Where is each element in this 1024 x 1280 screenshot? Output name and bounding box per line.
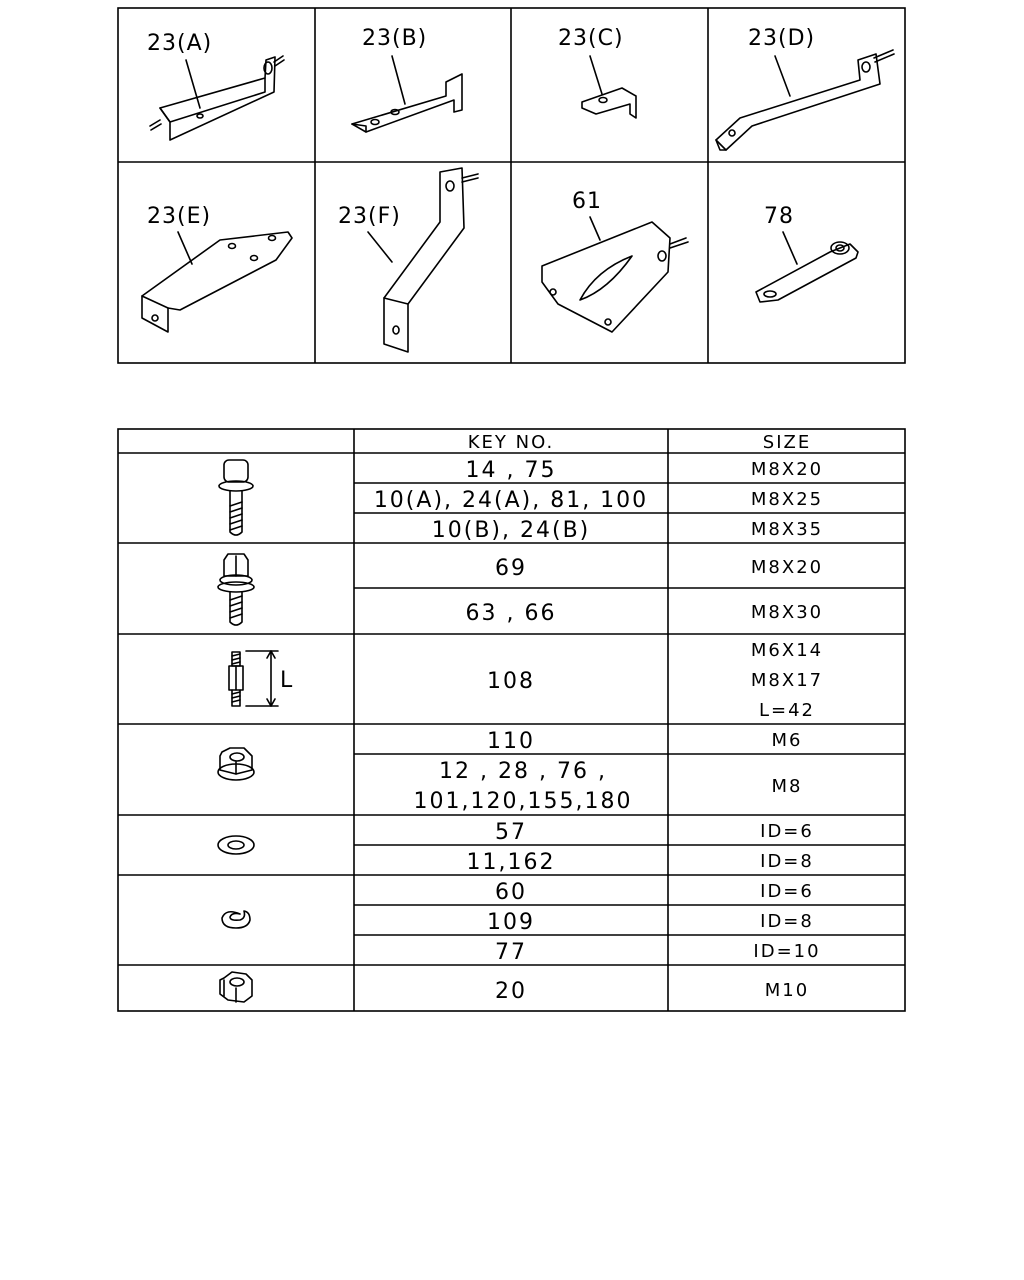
size-cell: ID=8 [760, 911, 814, 932]
size-cell: M6 [771, 730, 803, 751]
flange-bolt-icon [219, 460, 253, 535]
part-label: 61 [572, 189, 602, 214]
hex-nut-icon [220, 972, 252, 1002]
part-label: 23(C) [558, 26, 624, 51]
size-cell: ID=8 [760, 851, 814, 872]
key-cell: 10(A), 24(A), 81, 100 [373, 488, 649, 513]
size-cell: M8X25 [750, 489, 824, 510]
plain-washer-icon [218, 836, 254, 854]
key-cell: 11,162 [466, 850, 556, 875]
key-cell: 12 , 28 , 76 , [439, 759, 607, 784]
part-78 [756, 204, 858, 302]
parts-grid [118, 8, 905, 363]
key-cell: 108 [487, 669, 535, 694]
snap-ring-icon [222, 911, 250, 928]
part-label: 23(B) [362, 26, 428, 51]
key-cell: 101,120,155,180 [413, 789, 633, 814]
key-cell: 57 [495, 820, 527, 845]
key-cell: 110 [487, 729, 535, 754]
part-label: 23(E) [147, 204, 212, 229]
part-23e [142, 204, 292, 332]
part-23a [147, 31, 284, 140]
size-cell: M6X14 [750, 640, 824, 661]
size-cell: M8X30 [750, 602, 824, 623]
part-label: 23(D) [748, 26, 816, 51]
size-cell: ID=6 [760, 821, 814, 842]
part-23b [352, 26, 462, 132]
dimension-label: L [280, 668, 295, 693]
part-label: 23(F) [338, 204, 401, 229]
part-61 [542, 189, 688, 332]
key-cell: 69 [495, 556, 527, 581]
size-cell: ID=6 [760, 881, 814, 902]
size-cell: L=42 [758, 700, 816, 721]
part-label: 78 [764, 204, 794, 229]
size-cell: M8X20 [750, 557, 824, 578]
key-cell: 77 [495, 940, 527, 965]
size-cell: M8 [771, 776, 803, 797]
size-cell: M8X20 [750, 459, 824, 480]
key-cell: 10(B), 24(B) [431, 518, 591, 543]
key-cell: 60 [495, 880, 527, 905]
washer-bolt-icon [218, 554, 254, 625]
key-cell: 63 , 66 [465, 601, 557, 626]
size-cell: M8X35 [750, 519, 824, 540]
part-label: 23(A) [147, 31, 213, 56]
header-key-no: KEY NO. [467, 432, 555, 453]
part-23d [716, 26, 894, 150]
part-23f [338, 168, 478, 352]
header-size: SIZE [762, 432, 812, 453]
size-cell: M10 [764, 980, 810, 1001]
flange-nut-icon [218, 748, 254, 780]
key-cell: 109 [487, 910, 535, 935]
part-23c [558, 26, 636, 118]
key-cell: 14 , 75 [465, 458, 557, 483]
stud-bolt-icon [229, 651, 294, 706]
size-cell: M8X17 [750, 670, 824, 691]
size-cell: ID=10 [753, 941, 821, 962]
key-cell: 20 [495, 979, 527, 1004]
